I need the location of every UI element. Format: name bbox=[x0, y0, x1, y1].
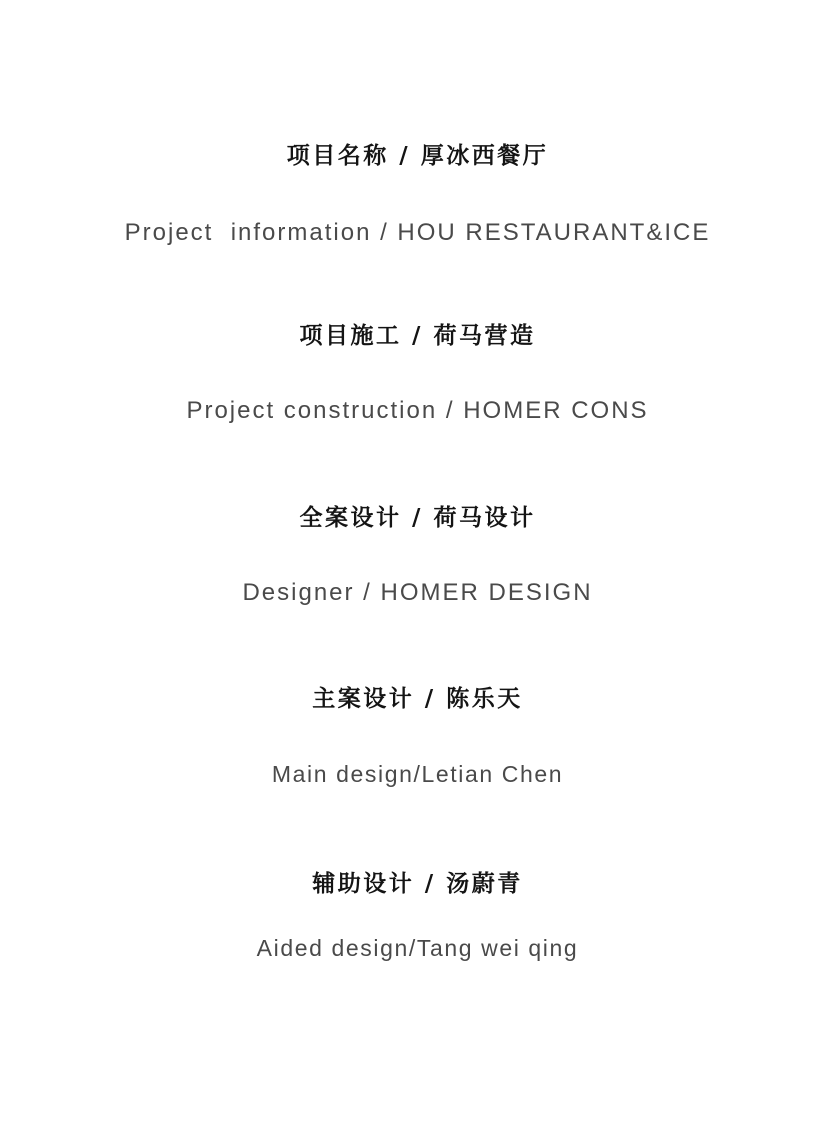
credit-label-cn: 辅助设计 / 汤蔚青 bbox=[312, 870, 523, 897]
credit-block-project-construction bbox=[40, 320, 795, 428]
credit-label-cn: 项目名称 / 厚冰西餐厅 bbox=[286, 143, 549, 169]
credit-label-en: Aided design/Tang wei qing bbox=[256, 934, 579, 961]
credit-label-en: Designer / HOMER DESIGN bbox=[242, 578, 593, 606]
credit-label-en: Main design/Letian Chen bbox=[271, 760, 564, 787]
credit-label-en: Project construction / HOMER CONS bbox=[186, 396, 649, 424]
credit-label-cn: 主案设计 / 陈乐天 bbox=[312, 686, 523, 713]
credit-label-cn: 全案设计 / 荷马设计 bbox=[299, 504, 536, 531]
credit-block-main-design bbox=[40, 683, 795, 789]
credit-block-designer bbox=[40, 502, 795, 610]
credit-block-project-information bbox=[40, 140, 795, 250]
credit-block-aided-design bbox=[40, 868, 795, 964]
credit-label-cn: 项目施工 / 荷马营造 bbox=[299, 322, 536, 349]
credit-label-en: Project information / HOU RESTAURANT&ICE bbox=[124, 219, 711, 247]
